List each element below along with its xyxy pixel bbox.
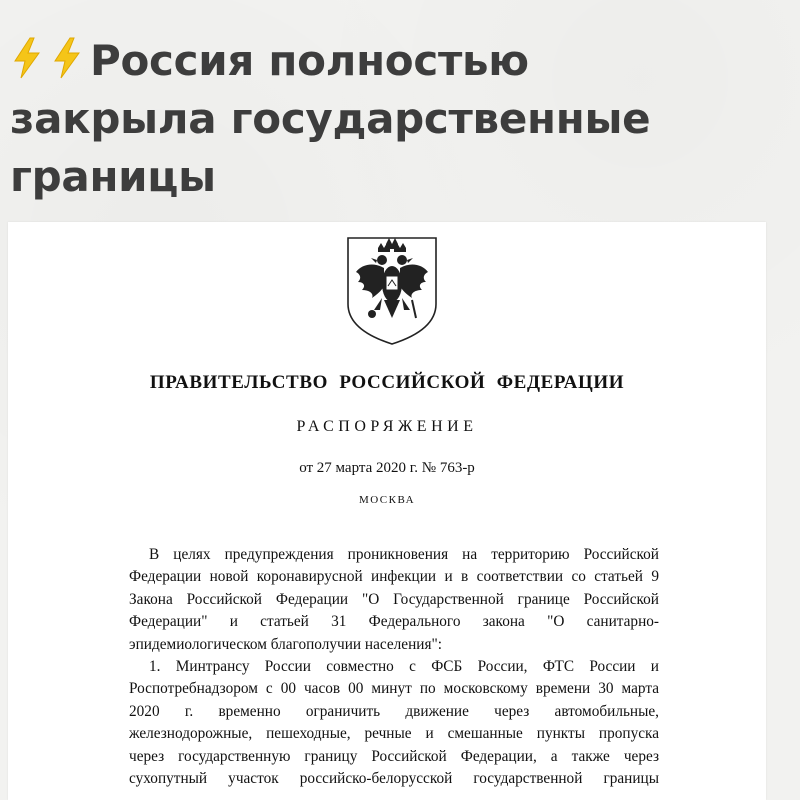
text-line: Федерации" и статьей 31 Федерального закона "О санитарно- <box>129 613 659 631</box>
headline-line-2: закрыла государственные <box>10 94 651 143</box>
lightning-icon <box>50 36 84 78</box>
document-city: МОСКВА <box>358 494 416 506</box>
document-date-number: от 27 марта 2020 г. № 763-р <box>299 460 475 476</box>
text-line: 1. Минтрансу России совместно с ФСБ России, ФТС России и <box>149 658 659 676</box>
document-type: РАСПОРЯЖЕНИЕ <box>296 418 478 435</box>
decree-document <box>8 222 766 800</box>
text-line: 2020 г. временно ограничить движение через автомобильные, <box>129 702 659 720</box>
text-line: через государственную границу Российской Федерации, а также через <box>129 747 659 765</box>
text-line: сухопутный участок российско-белорусской государственной границы <box>129 770 659 788</box>
headline-text-1: Россия полностью <box>90 36 529 85</box>
text-line: эпидемиологическом благополучии населения": <box>129 635 442 653</box>
document-body <box>129 544 659 790</box>
text-line: Федерации новой коронавирусной инфекции и в соответствии со статьей 9 <box>129 568 659 586</box>
text-line: Роспотребнадзором с 00 часов 00 минут по московскому времени 30 марта <box>129 680 659 698</box>
issuer-title: ПРАВИТЕЛЬСТВО РОССИЙСКОЙ ФЕДЕРАЦИИ <box>149 372 625 393</box>
lightning-icon <box>10 36 44 78</box>
coat-of-arms-icon <box>344 234 440 346</box>
text-line: Закона Российской Федерации "О Государственной границе Российской <box>129 590 659 608</box>
headline <box>10 32 790 206</box>
text-line: железнодорожные, пешеходные, речные и смешанные пункты пропуска <box>129 725 659 743</box>
headline-line-1 <box>10 32 790 90</box>
headline-line-3: границы <box>10 152 216 201</box>
text-line: В целях предупреждения проникновения на территорию Российской <box>149 546 659 563</box>
